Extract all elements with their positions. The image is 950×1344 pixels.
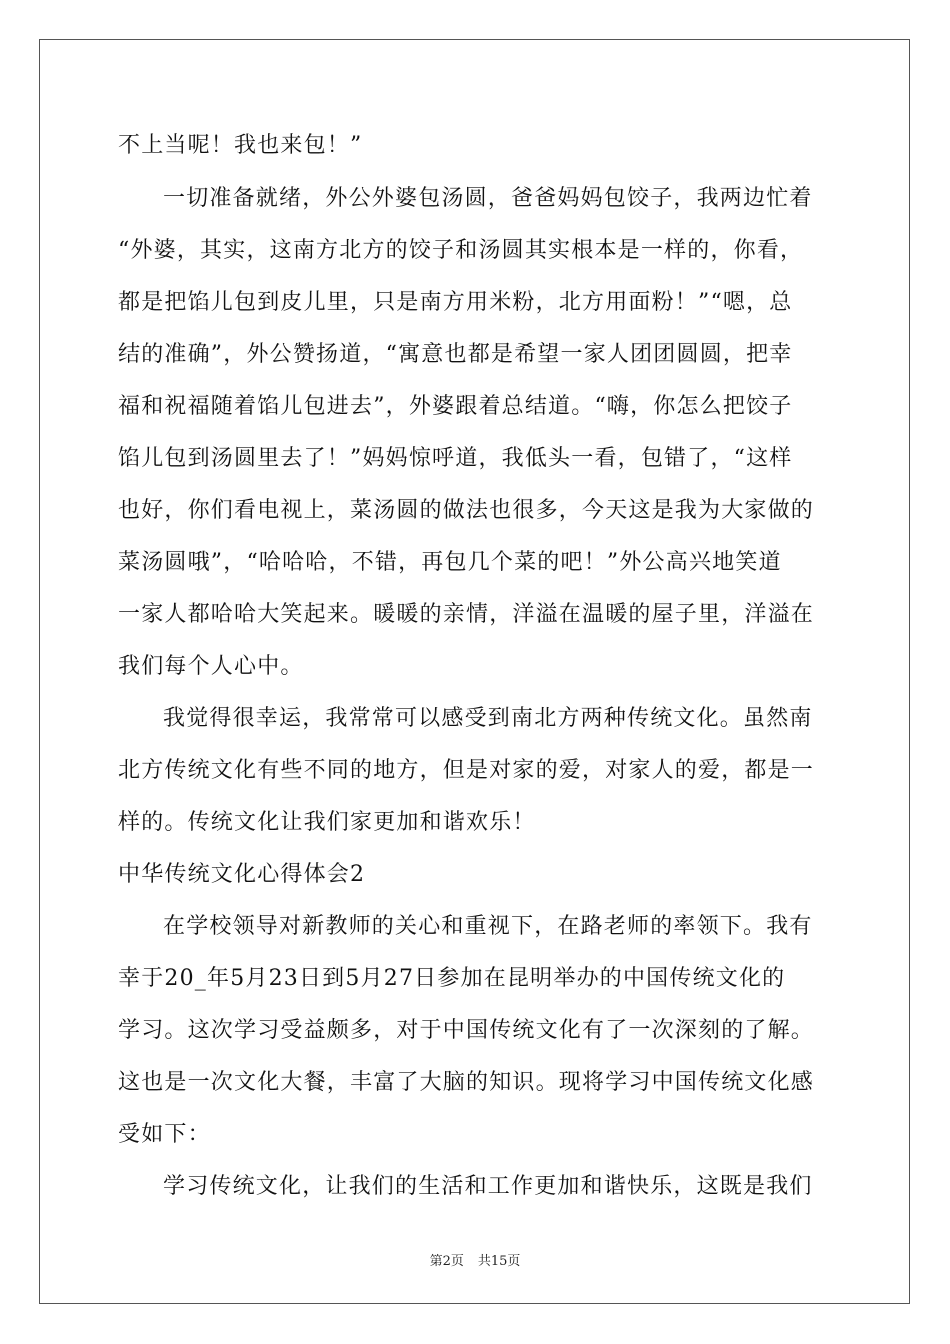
- text-line: 一家人都哈哈大笑起来。暖暖的亲情，洋溢在温暖的屋子里，洋溢在: [118, 602, 815, 627]
- text-line: 结的准确”，外公赞扬道，“寓意也都是希望一家人团团圆圆，把幸: [118, 342, 793, 367]
- text-line: 样的。传统文化让我们家更加和谐欢乐！: [118, 810, 536, 835]
- text-line: 受如下：: [118, 1122, 211, 1147]
- text-line: 我们每个人心中。: [118, 654, 304, 679]
- page-total: 共15页: [477, 1254, 521, 1269]
- text-line: 菜汤圆哦”，“哈哈哈，不错，再包几个菜的吧！”外公高兴地笑道: [118, 550, 782, 575]
- text-line: “外婆，其实，这南方北方的饺子和汤圆其实根本是一样的，你看，: [118, 238, 804, 263]
- text-line: 幸于20_年5月23日到5月27日参加在昆明举办的中国传统文化的: [118, 966, 786, 991]
- text-line: 馅儿包到汤圆里去了！”妈妈惊呼道，我低头一看，包错了，“这样: [118, 446, 793, 471]
- paragraph-start-line: 一切准备就绪，外公外婆包汤圆，爸爸妈妈包饺子，我两边忙着: [163, 186, 813, 211]
- text-line: 福和祝福随着馅儿包进去”，外婆跟着总结道。“嗨，你怎么把饺子: [118, 394, 793, 419]
- paragraph-start-line: 在学校领导对新教师的关心和重视下，在路老师的率领下。我有: [163, 914, 813, 939]
- text-line: 北方传统文化有些不同的地方，但是对家的爱，对家人的爱，都是一: [118, 758, 815, 783]
- section-heading: 中华传统文化心得体会2: [118, 862, 366, 887]
- text-line: 这也是一次文化大餐，丰富了大脑的知识。现将学习中国传统文化感: [118, 1070, 815, 1095]
- text-line: 学习。这次学习受益颇多，对于中国传统文化有了一次深刻的了解。: [118, 1018, 815, 1043]
- paragraph-start-line: 我觉得很幸运，我常常可以感受到南北方两种传统文化。虽然南: [163, 706, 813, 731]
- paragraph-start-line: 学习传统文化，让我们的生活和工作更加和谐快乐，这既是我们: [163, 1174, 813, 1199]
- text-line: 都是把馅儿包到皮儿里，只是南方用米粉，北方用面粉！”“嗯，总: [118, 290, 793, 315]
- text-line: 也好，你们看电视上，菜汤圆的做法也很多，今天这是我为大家做的: [118, 498, 815, 523]
- page-number: 第2页: [429, 1254, 464, 1269]
- page-footer: [0, 1250, 950, 1269]
- text-line: 不上当呢！我也来包！”: [118, 133, 363, 158]
